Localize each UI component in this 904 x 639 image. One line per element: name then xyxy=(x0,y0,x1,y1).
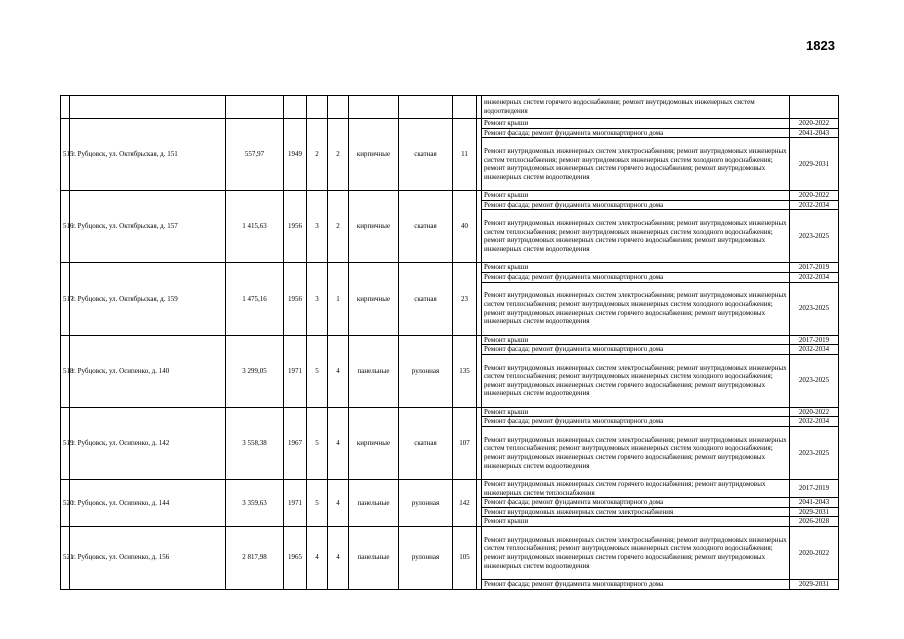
work-period: 2020-2022 xyxy=(790,407,839,417)
floor-count: 4 xyxy=(307,526,328,589)
building-address: г. Рубцовск, ул. Октябрьская, д. 159 xyxy=(70,263,226,335)
work-description: Ремонт фасада; ремонт фундамента многоквартирного дома xyxy=(482,579,790,589)
table-row xyxy=(61,191,839,201)
resident-count: 135 xyxy=(453,335,477,407)
cell-empty xyxy=(453,96,477,119)
work-description: Ремонт крыши xyxy=(482,263,790,273)
work-description: Ремонт внутридомовых инженерных систем электроснабжения; ремонт внутридомовых инженерных систем теплоснабжения; ремонт внутридомовых инженерных систем холодного водоснабжения; ремонт внутридомовых инженерных систем горячего водоснабжения; ремонт внутридомовых инженерных систем водоотведения xyxy=(482,426,790,479)
work-description: Ремонт фасада; ремонт фундамента многоквартирного дома xyxy=(482,345,790,355)
work-description: Ремонт крыши xyxy=(482,407,790,417)
wall-material: кирпичные xyxy=(349,263,399,335)
work-period: 2026-2028 xyxy=(790,517,839,527)
wall-material: кирпичные xyxy=(349,119,399,191)
building-address: г. Рубцовск, ул. Октябрьская, д. 157 xyxy=(70,191,226,263)
cell-empty xyxy=(349,96,399,119)
work-description: Ремонт внутридомовых инженерных систем электроснабжения; ремонт внутридомовых инженерных систем теплоснабжения; ремонт внутридомовых инженерных систем холодного водоснабжения; ремонт внутридомовых инженерных систем горячего водоснабжения; ремонт внутридомовых инженерных систем водоотведения xyxy=(482,526,790,579)
floor-count: 5 xyxy=(307,335,328,407)
table-row xyxy=(61,526,839,579)
row-number: 518 xyxy=(61,335,70,407)
entrance-count: 1 xyxy=(328,263,349,335)
work-description: Ремонт фасада; ремонт фундамента многоквартирного дома xyxy=(482,200,790,210)
entrance-count: 2 xyxy=(328,191,349,263)
work-period: 2020-2022 xyxy=(790,191,839,201)
work-period: 2023-2025 xyxy=(790,282,839,335)
work-description: инженерных систем горячего водоснабжения; ремонт внутридомовых инженерных систем водоотведения xyxy=(482,96,790,119)
table-row xyxy=(61,407,839,417)
work-description: Ремонт внутридомовых инженерных систем горячего водоснабжения; ремонт внутридомовых инженерных систем теплоснабжения xyxy=(482,479,790,497)
work-description: Ремонт внутридомовых инженерных систем электроснабжения; ремонт внутридомовых инженерных систем теплоснабжения; ремонт внутридомовых инженерных систем холодного водоснабжения; ремонт внутридомовых инженерных систем горячего водоснабжения; ремонт внутридомовых инженерных систем водоотведения xyxy=(482,354,790,407)
work-description: Ремонт фасада; ремонт фундамента многоквартирного дома xyxy=(482,272,790,282)
work-period: 2020-2022 xyxy=(790,119,839,129)
building-address: г. Рубцовск, ул. Осипенко, д. 140 xyxy=(70,335,226,407)
floor-count: 5 xyxy=(307,407,328,479)
row-number: 517 xyxy=(61,263,70,335)
floor-count: 5 xyxy=(307,479,328,526)
work-description: Ремонт фасада; ремонт фундамента многоквартирного дома xyxy=(482,128,790,138)
floor-count: 3 xyxy=(307,191,328,263)
work-description: Ремонт крыши xyxy=(482,517,790,527)
resident-count: 107 xyxy=(453,407,477,479)
work-period: 2029-2031 xyxy=(790,507,839,517)
work-period: 2023-2025 xyxy=(790,354,839,407)
resident-count: 11 xyxy=(453,119,477,191)
work-period: 2017-2019 xyxy=(790,263,839,273)
row-number: 515 xyxy=(61,119,70,191)
work-description: Ремонт внутридомовых инженерных систем электроснабжения; ремонт внутридомовых инженерных систем теплоснабжения; ремонт внутридомовых инженерных систем холодного водоснабжения; ремонт внутридомовых инженерных систем горячего водоснабжения; ремонт внутридомовых инженерных систем водоотведения xyxy=(482,210,790,263)
row-number: 516 xyxy=(61,191,70,263)
row-number: 521 xyxy=(61,526,70,589)
cell-empty xyxy=(284,96,307,119)
work-period: 2029-2031 xyxy=(790,579,839,589)
building-address: г. Рубцовск, ул. Осипенко, д. 156 xyxy=(70,526,226,589)
building-area: 3 299,05 xyxy=(226,335,284,407)
entrance-count: 4 xyxy=(328,407,349,479)
resident-count: 105 xyxy=(453,526,477,589)
work-description: Ремонт крыши xyxy=(482,335,790,345)
build-year: 1956 xyxy=(284,191,307,263)
table-row xyxy=(61,263,839,273)
building-address: г. Рубцовск, ул. Осипенко, д. 142 xyxy=(70,407,226,479)
resident-count: 142 xyxy=(453,479,477,526)
floor-count: 2 xyxy=(307,119,328,191)
work-description: Ремонт крыши xyxy=(482,191,790,201)
building-address: г. Рубцовск, ул. Осипенко, д. 144 xyxy=(70,479,226,526)
wall-material: панельные xyxy=(349,479,399,526)
roof-type: рулонная xyxy=(399,526,453,589)
building-area: 1 415,63 xyxy=(226,191,284,263)
resident-count: 23 xyxy=(453,263,477,335)
work-description: Ремонт фасада; ремонт фундамента многоквартирного дома xyxy=(482,498,790,508)
work-period: 2032-2034 xyxy=(790,345,839,355)
building-area: 3 558,38 xyxy=(226,407,284,479)
wall-material: кирпичные xyxy=(349,407,399,479)
build-year: 1971 xyxy=(284,479,307,526)
row-number: 520 xyxy=(61,479,70,526)
wall-material: кирпичные xyxy=(349,191,399,263)
work-period: 2029-2031 xyxy=(790,138,839,191)
roof-type: скатная xyxy=(399,119,453,191)
cell-empty xyxy=(70,96,226,119)
work-period: 2041-2043 xyxy=(790,128,839,138)
work-period xyxy=(790,96,839,119)
wall-material: панельные xyxy=(349,526,399,589)
work-description: Ремонт внутридомовых инженерных систем электроснабжения; ремонт внутридомовых инженерных систем теплоснабжения; ремонт внутридомовых инженерных систем холодного водоснабжения; ремонт внутридомовых инженерных систем горячего водоснабжения; ремонт внутридомовых инженерных систем водоотведения xyxy=(482,138,790,191)
entrance-count: 4 xyxy=(328,335,349,407)
work-period: 2020-2022 xyxy=(790,526,839,579)
resident-count: 40 xyxy=(453,191,477,263)
cell-empty xyxy=(307,96,328,119)
continuation-row xyxy=(61,96,839,119)
table-body xyxy=(61,96,839,590)
row-number: 519 xyxy=(61,407,70,479)
page-number: 1823 xyxy=(806,38,835,53)
work-period: 2032-2034 xyxy=(790,200,839,210)
build-year: 1956 xyxy=(284,263,307,335)
floor-count: 3 xyxy=(307,263,328,335)
wall-material: панельные xyxy=(349,335,399,407)
table-row xyxy=(61,479,839,497)
building-area: 3 359,63 xyxy=(226,479,284,526)
entrance-count: 4 xyxy=(328,479,349,526)
work-period: 2023-2025 xyxy=(790,426,839,479)
roof-type: скатная xyxy=(399,407,453,479)
roof-type: скатная xyxy=(399,263,453,335)
build-year: 1971 xyxy=(284,335,307,407)
repair-schedule-table xyxy=(60,95,839,590)
roof-type: скатная xyxy=(399,191,453,263)
work-description: Ремонт внутридомовых инженерных систем электроснабжения; ремонт внутридомовых инженерных систем теплоснабжения; ремонт внутридомовых инженерных систем холодного водоснабжения; ремонт внутридомовых инженерных систем горячего водоснабжения; ремонт внутридомовых инженерных систем водоотведения xyxy=(482,282,790,335)
work-description: Ремонт внутридомовых инженерных систем электроснабжения xyxy=(482,507,790,517)
entrance-count: 2 xyxy=(328,119,349,191)
cell-empty xyxy=(328,96,349,119)
building-area: 2 817,98 xyxy=(226,526,284,589)
roof-type: рулонная xyxy=(399,335,453,407)
building-area: 1 475,16 xyxy=(226,263,284,335)
building-address: г. Рубцовск, ул. Октябрьская, д. 151 xyxy=(70,119,226,191)
work-period: 2017-2019 xyxy=(790,335,839,345)
work-period: 2032-2034 xyxy=(790,417,839,427)
table-row xyxy=(61,335,839,345)
cell-empty xyxy=(226,96,284,119)
building-area: 557,97 xyxy=(226,119,284,191)
cell-empty xyxy=(61,96,70,119)
work-description: Ремонт крыши xyxy=(482,119,790,129)
work-period: 2023-2025 xyxy=(790,210,839,263)
work-period: 2017-2019 xyxy=(790,479,839,497)
build-year: 1949 xyxy=(284,119,307,191)
build-year: 1967 xyxy=(284,407,307,479)
cell-empty xyxy=(399,96,453,119)
roof-type: рулонная xyxy=(399,479,453,526)
table-row xyxy=(61,119,839,129)
entrance-count: 4 xyxy=(328,526,349,589)
work-period: 2041-2043 xyxy=(790,498,839,508)
build-year: 1965 xyxy=(284,526,307,589)
work-period: 2032-2034 xyxy=(790,272,839,282)
work-description: Ремонт фасада; ремонт фундамента многоквартирного дома xyxy=(482,417,790,427)
